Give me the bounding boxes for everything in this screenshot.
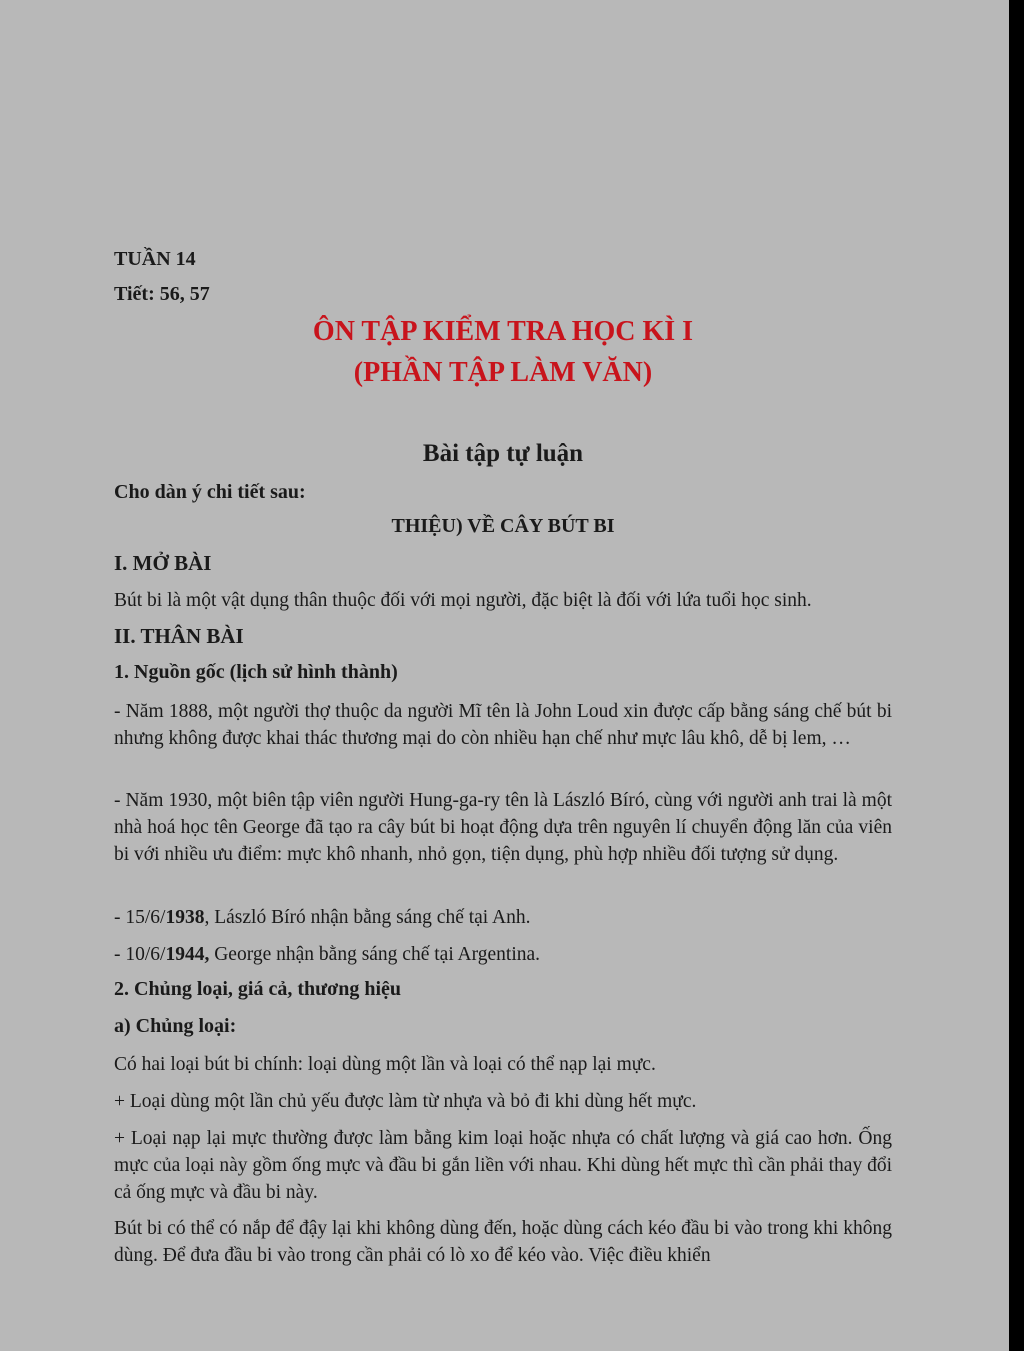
page-title-line1: ÔN TẬP KIỂM TRA HỌC KÌ I xyxy=(312,316,694,347)
sub2-paragraph-4: Bút bi có thể có nắp để đậy lại khi không dùng đến, hoặc dùng cách kéo đầu bi vào trong khi không dùng. Để đưa đầu bi vào trong cần phải có lò xo để kéo vào. Việc điều khiển xyxy=(114,1218,892,1266)
part2-heading: II. THÂN BÀI xyxy=(114,624,244,648)
section-heading: Bài tập tự luận xyxy=(422,440,584,467)
year-1938: 1938 xyxy=(165,907,205,928)
year-1944: 1944, xyxy=(165,944,210,965)
sub2-subheading: a) Chủng loại: xyxy=(114,1015,237,1037)
sub1-paragraph-3 xyxy=(114,904,892,931)
intro-text: Cho dàn ý chi tiết sau: xyxy=(114,481,306,503)
lessons-label: Tiết: 56, 57 xyxy=(114,283,210,305)
part1-text: Bút bi là một vật dụng thân thuộc đối với mọi người, đặc biệt là đối với lứa tuổi học sinh. xyxy=(114,590,812,611)
sub1-heading: 1. Nguồn gốc (lịch sử hình thành) xyxy=(114,661,398,683)
patent-argentina-text: George nhận bằng sáng chế tại Argentina. xyxy=(209,944,541,965)
sub1-paragraph-2: - Năm 1930, một biên tập viên người Hung-ga-ry tên là László Bíró, cùng với người anh trai là một nhà hoá học tên George đã tạo ra cây bút bi hoạt động dựa trên nguyên lí chuyển động lăn của viên bi với nhiều ưu điểm: mực khô nhanh, nhỏ gọn, tiện dụng, phù hợp nhiều đối tượng sử dụng. xyxy=(114,790,892,865)
week-label: TUẦN 14 xyxy=(114,248,196,270)
sub1-paragraph-4 xyxy=(114,941,892,968)
date-prefix: - 15/6/ xyxy=(114,907,166,928)
part1-heading: I. MỞ BÀI xyxy=(114,551,212,575)
page-title-line2: (PHẦN TẬP LÀM VĂN) xyxy=(353,357,653,388)
sub1-paragraph-1: - Năm 1888, một người thợ thuộc da người Mĩ tên là John Loud xin được cấp bằng sáng chế bút bi nhưng không được khai thác thương mại do còn nhiều hạn chế như mực lâu khô, dễ bị lem, … xyxy=(114,701,892,749)
sub2-paragraph-3: + Loại nạp lại mực thường được làm bằng kim loại hoặc nhựa có chất lượng và giá cao hơn. Ống mực của loại này gồm ống mực và đầu bi gắn liền với nhau. Khi dùng hết mực thì cần phải thay đổi cả ống mực và đầu bi này. xyxy=(114,1128,892,1203)
patent-uk-text: , László Bíró nhận bằng sáng chế tại Anh. xyxy=(204,907,531,928)
sub2-paragraph-2: + Loại dùng một lần chủ yếu được làm từ nhựa và bỏ đi khi dùng hết mực. xyxy=(114,1091,697,1112)
topic-heading: THIỆU) VỀ CÂY BÚT BI xyxy=(391,515,615,537)
sub2-heading: 2. Chủng loại, giá cả, thương hiệu xyxy=(114,978,402,1000)
sub2-paragraph-1: Có hai loại bút bi chính: loại dùng một lần và loại có thể nạp lại mực. xyxy=(114,1054,656,1075)
date-prefix: - 10/6/ xyxy=(114,944,166,965)
